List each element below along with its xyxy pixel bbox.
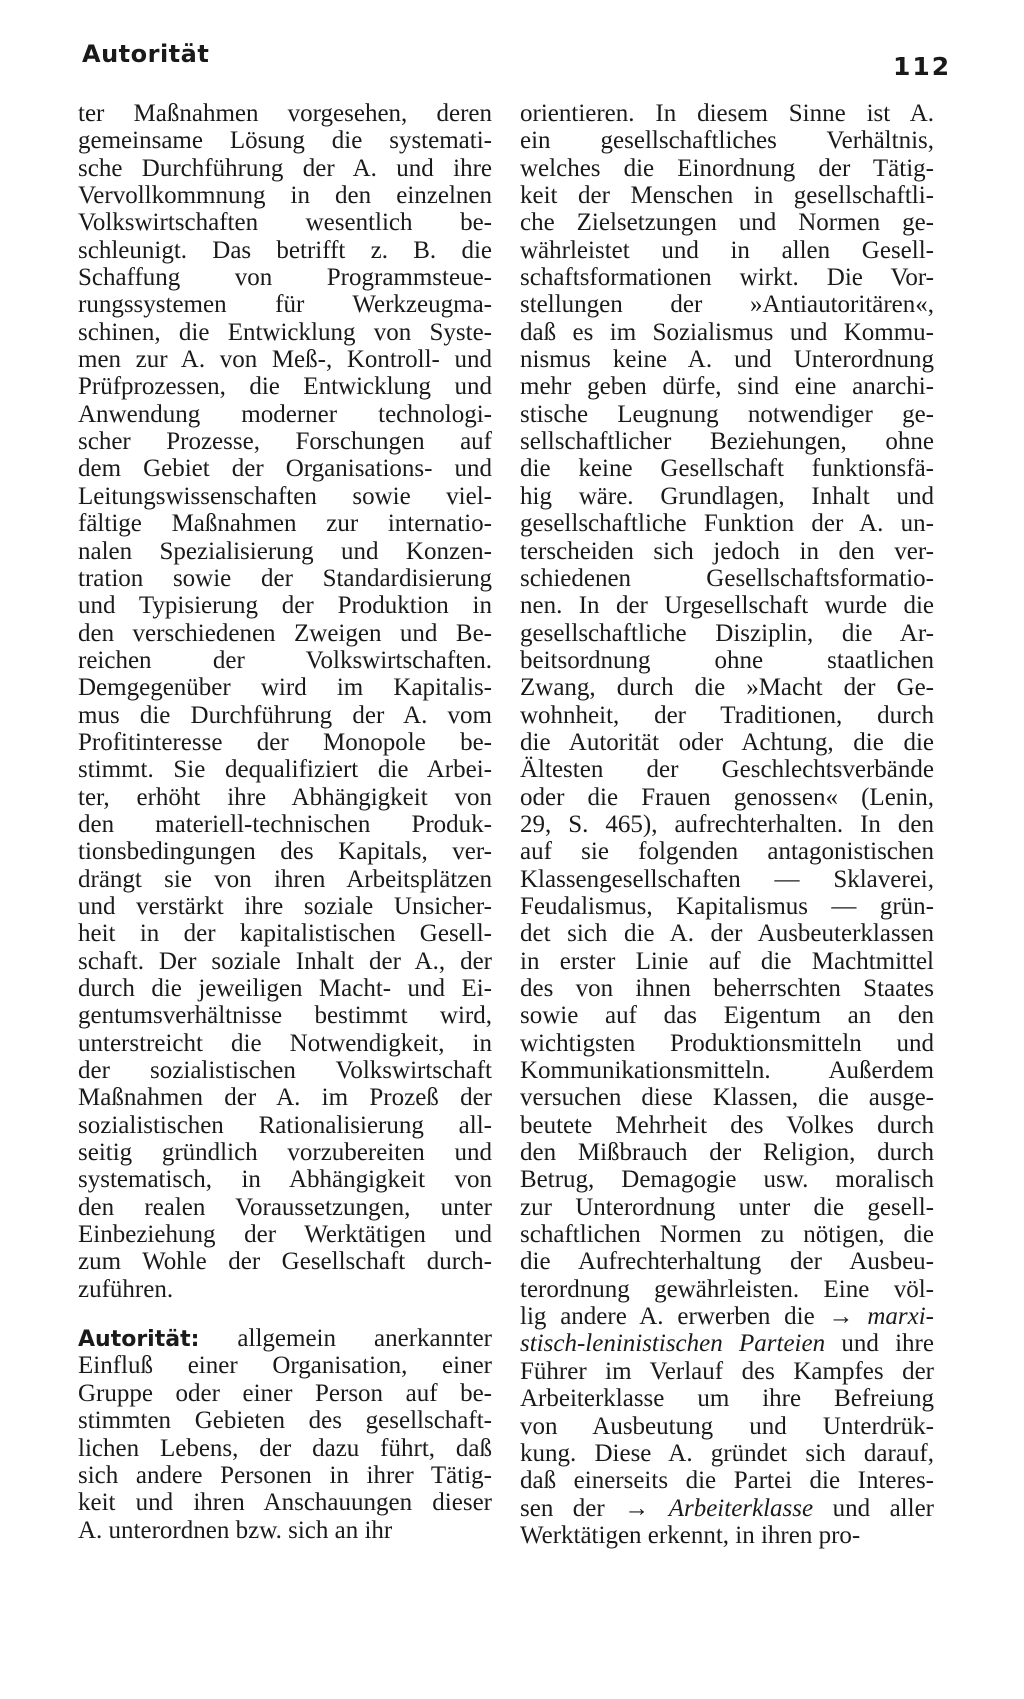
- text-line: den verschiedenen Zweigen und Be-: [78, 619, 492, 647]
- text-line: den Mißbrauch der Religion, durch: [520, 1139, 934, 1167]
- text-line: Einbeziehung der Werktätigen und: [78, 1221, 492, 1249]
- page-number: 112: [893, 52, 952, 81]
- text-line: Gruppe oder einer Person auf be-: [78, 1379, 492, 1407]
- text-line: zuführen.: [78, 1275, 174, 1303]
- text-line: die keine Gesellschaft funktionsfä-: [520, 455, 934, 483]
- text-line: währleistet und in allen Gesell-: [520, 236, 934, 264]
- text-line: zum Wohle der Gesellschaft durch-: [78, 1248, 492, 1276]
- text-line: unterstreicht die Notwendigkeit, in: [78, 1029, 492, 1057]
- text-line: tration sowie der Standardisierung: [78, 564, 492, 592]
- text-segment: sen der: [520, 1494, 625, 1522]
- text-line: beitsordnung ohne staatlichen: [520, 646, 934, 674]
- text-line: welches die Einordnung der Tätig-: [520, 154, 934, 182]
- text-line: und verstärkt ihre soziale Unsicher-: [78, 892, 492, 920]
- text-line: 29, S. 465), aufrechterhalten. In den: [520, 810, 934, 838]
- running-head: Autorität: [82, 40, 210, 68]
- text-line: des von ihnen beherrschten Staates: [520, 975, 934, 1002]
- text-segment: lig andere A. erwerben die: [520, 1303, 829, 1331]
- entry-first-line: [78, 1325, 492, 1352]
- paragraph-gap: [78, 1303, 492, 1325]
- text-line: schiedenen Gesellschaftsformatio-: [520, 564, 934, 592]
- text-line: ein gesellschaftliches Verhältnis,: [520, 127, 934, 155]
- text-line: gentumsverhältnisse bestimmt wird,: [78, 1002, 492, 1030]
- text-line: heit in der kapitalistischen Gesell-: [78, 920, 492, 948]
- text-line: Feudalismus, Kapitalismus — grün-: [520, 892, 934, 920]
- right-text-block: [520, 100, 934, 1303]
- text-line: stimmt. Sie dequalifiziert die Arbei-: [78, 756, 492, 784]
- text-line: men zur A. von Meß-, Kontroll- und: [78, 346, 492, 374]
- text-line: ter Maßnahmen vorgesehen, deren: [78, 100, 492, 127]
- text-line: Werktätigen erkennt, in ihren pro-: [520, 1521, 861, 1549]
- text-line: den realen Voraussetzungen, unter: [78, 1193, 492, 1221]
- text-line: tionsbedingungen des Kapitals, ver-: [78, 838, 492, 866]
- text-line: gemeinsame Lösung die systemati-: [78, 127, 492, 155]
- text-line: gesellschaftliche Funktion der A. un-: [520, 510, 934, 538]
- arrow-icon: →: [828, 1303, 868, 1331]
- text-line: Anwendung moderner technologi-: [78, 400, 492, 428]
- text-line: dem Gebiet der Organisations- und: [78, 455, 492, 483]
- text-line: [520, 1495, 934, 1522]
- text-line: sellschaftlicher Beziehungen, ohne: [520, 428, 934, 456]
- text-line: det sich die A. der Ausbeuterklassen: [520, 920, 934, 948]
- text-line: Arbeiterklasse um ihre Befreiung: [520, 1385, 934, 1413]
- text-line: schaftsformationen wirkt. Die Vor-: [520, 264, 934, 292]
- text-line: auf sie folgenden antagonistischen: [520, 838, 934, 866]
- text-line: Prüfprozessen, die Entwicklung und: [78, 373, 492, 401]
- text-line: Klassengesellschaften — Sklaverei,: [520, 865, 934, 893]
- entry-first-line-text: allgemein anerkannter: [199, 1325, 492, 1353]
- dictionary-entry: [78, 1325, 492, 1544]
- entry-body: [78, 1352, 492, 1543]
- text-line: keit und ihren Anschauungen dieser: [78, 1489, 492, 1517]
- text-line: reichen der Volkswirtschaften.: [78, 646, 492, 674]
- text-line: mehr geben dürfe, sind eine anarchi-: [520, 373, 934, 401]
- text-line: nen. In der Urgesellschaft wurde die: [520, 592, 934, 620]
- text-line: Vervollkommnung in den einzelnen: [78, 182, 492, 210]
- text-line: scher Prozesse, Forschungen auf: [78, 428, 492, 456]
- text-line: che Zielsetzungen und Normen ge-: [520, 209, 934, 237]
- text-line: schaftlichen Normen zu nötigen, die: [520, 1221, 934, 1249]
- text-line: wohnheit, der Traditionen, durch: [520, 701, 934, 729]
- text-segment: und aller: [813, 1494, 934, 1522]
- text-line: die Aufrechterhaltung der Ausbeu-: [520, 1248, 934, 1276]
- text-line: A. unterordnen bzw. sich an ihr: [78, 1516, 393, 1544]
- text-line: den materiell-technischen Produk-: [78, 810, 492, 838]
- entry-keyword: Autorität:: [78, 1327, 200, 1353]
- text-line: mus die Durchführung der A. vom: [78, 701, 492, 729]
- text-line: seitig gründlich vorzubereiten und: [78, 1139, 492, 1167]
- text-line: schleunigt. Das betrifft z. B. die: [78, 236, 492, 264]
- cross-reference-link[interactable]: stisch-leninistischen Parteien: [520, 1330, 826, 1358]
- text-segment: und ihre: [825, 1330, 934, 1358]
- text-line: Einfluß einer Organisation, einer: [78, 1352, 492, 1380]
- text-line: drängt sie von ihren Arbeitsplätzen: [78, 865, 492, 893]
- text-line: in erster Linie auf die Machtmittel: [520, 947, 934, 975]
- text-line: sich andere Personen in ihrer Tätig-: [78, 1461, 492, 1489]
- left-column: [78, 100, 492, 1544]
- text-line: wichtigsten Produktionsmitteln und: [520, 1029, 934, 1057]
- text-line: Maßnahmen der A. im Prozeß der: [78, 1084, 492, 1112]
- text-line: sowie auf das Eigentum an den: [520, 1002, 934, 1030]
- text-line: daß es im Sozialismus und Kommu-: [520, 318, 934, 346]
- text-line: schinen, die Entwicklung von Syste-: [78, 318, 492, 346]
- text-line: kung. Diese A. gründet sich darauf,: [520, 1439, 934, 1467]
- text-line: gesellschaftliche Disziplin, die Ar-: [520, 619, 934, 647]
- text-line: fältige Maßnahmen zur internatio-: [78, 510, 492, 538]
- text-line: terordnung gewährleisten. Eine völ-: [520, 1275, 934, 1303]
- text-line: der sozialistischen Volkswirtschaft: [78, 1057, 492, 1085]
- cross-reference-link[interactable]: Arbeiterklasse: [668, 1494, 814, 1522]
- text-line: versuchen diese Klassen, die ausge-: [520, 1084, 934, 1112]
- text-line: von Ausbeutung und Unterdrük-: [520, 1412, 934, 1440]
- text-line: Führer im Verlauf des Kampfes der: [520, 1357, 934, 1385]
- text-line: stische Leugnung notwendiger ge-: [520, 400, 934, 428]
- text-line: stimmten Gebieten des gesellschaft-: [78, 1407, 492, 1435]
- text-line: Volkswirtschaften wesentlich be-: [78, 209, 492, 237]
- text-line: nalen Spezialisierung und Konzen-: [78, 537, 492, 565]
- text-line: Schaffung von Programmsteue-: [78, 264, 492, 292]
- text-line: die Autorität oder Achtung, die die: [520, 728, 934, 756]
- text-line: daß einerseits die Partei die Interes-: [520, 1467, 934, 1495]
- text-line: stellungen der »Antiautoritären«,: [520, 291, 934, 319]
- text-line: schaft. Der soziale Inhalt der A., der: [78, 947, 492, 975]
- text-line: keit der Menschen in gesellschaftli-: [520, 182, 934, 210]
- text-line: Demgegenüber wird im Kapitalis-: [78, 674, 492, 702]
- text-line: zur Unterordnung unter die gesell-: [520, 1193, 934, 1221]
- text-line: terscheiden sich jedoch in den ver-: [520, 537, 934, 565]
- text-line: Betrug, Demagogie usw. moralisch: [520, 1166, 934, 1194]
- text-line: ter, erhöht ihre Abhängigkeit von: [78, 783, 492, 811]
- text-line: nismus keine A. und Unterordnung: [520, 346, 934, 374]
- text-line: hig wäre. Grundlagen, Inhalt und: [520, 482, 934, 510]
- text-line: systematisch, in Abhängigkeit von: [78, 1166, 492, 1194]
- text-line: Leitungswissenschaften sowie viel-: [78, 482, 492, 510]
- text-line: Zwang, durch die »Macht der Ge-: [520, 674, 934, 702]
- paragraph-continued: [78, 100, 492, 1303]
- text-line: [520, 1303, 934, 1330]
- text-line: sche Durchführung der A. und ihre: [78, 154, 492, 182]
- text-line: beutete Mehrheit des Volkes durch: [520, 1111, 934, 1139]
- text-line: [520, 1330, 934, 1357]
- cross-reference-link[interactable]: marxi-: [867, 1303, 934, 1331]
- text-line: und Typisierung der Produktion in: [78, 592, 492, 620]
- text-line: durch die jeweiligen Macht- und Ei-: [78, 975, 492, 1002]
- text-line: lichen Lebens, der dazu führt, daß: [78, 1434, 492, 1462]
- text-line: Profitinteresse der Monopole be-: [78, 728, 492, 756]
- right-text-block: [520, 1358, 934, 1495]
- arrow-icon: →: [624, 1494, 669, 1522]
- right-column: [520, 100, 934, 1549]
- text-line: oder die Frauen genossen« (Lenin,: [520, 783, 934, 811]
- text-line: sozialistischen Rationalisierung all-: [78, 1111, 492, 1139]
- text-line: orientieren. In diesem Sinne ist A.: [520, 100, 934, 127]
- text-line: rungssystemen für Werkzeugma-: [78, 291, 492, 319]
- text-line: Ältesten der Geschlechtsverbände: [520, 756, 934, 784]
- text-line: Kommunikationsmitteln. Außerdem: [520, 1057, 934, 1085]
